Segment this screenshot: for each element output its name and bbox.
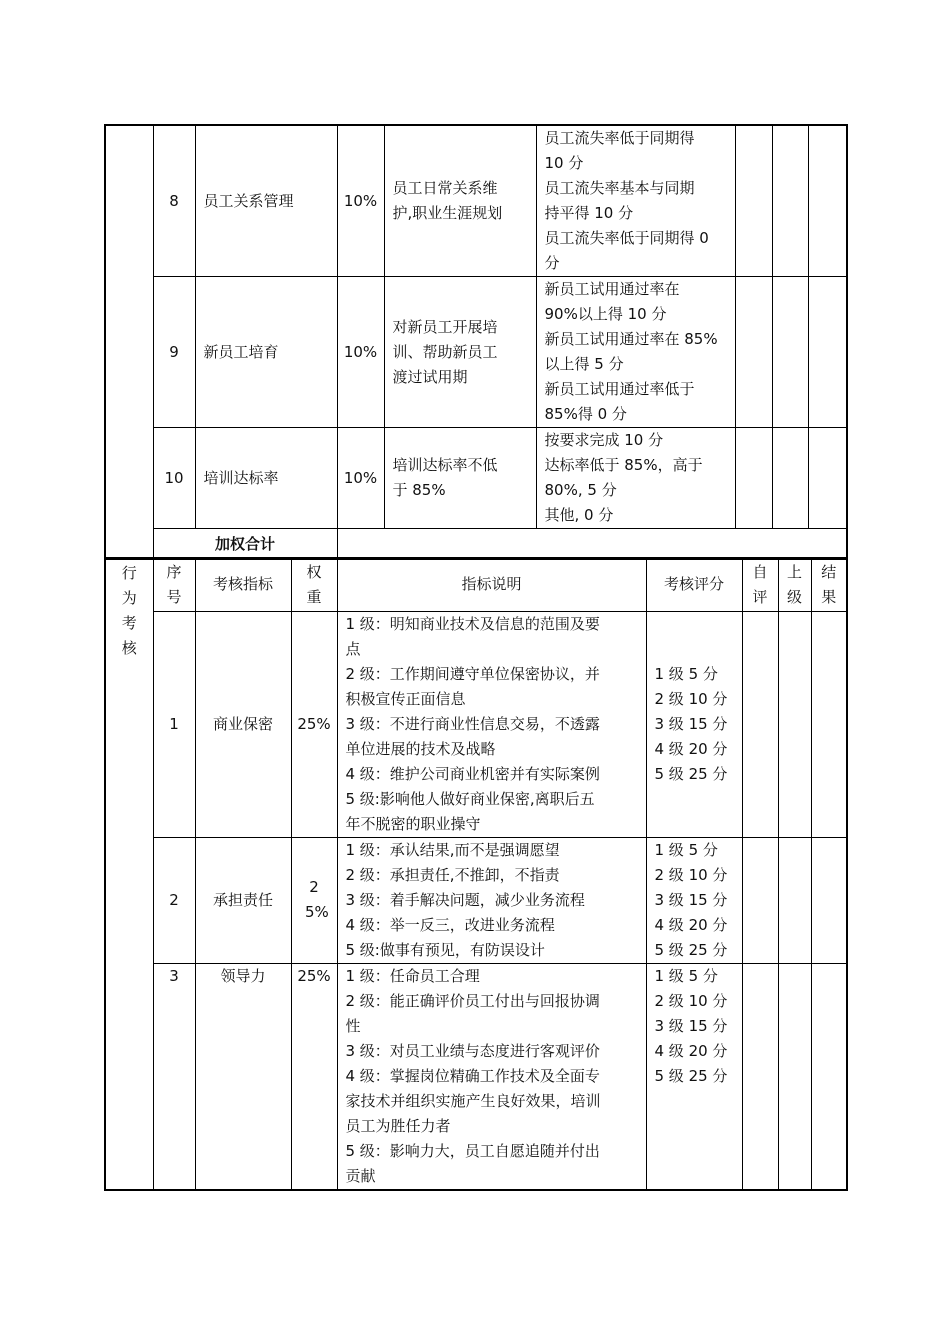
behavior-row-scoring bbox=[646, 611, 742, 837]
behavior-table bbox=[104, 557, 848, 1191]
scoring-line: 5 级 25 分 bbox=[654, 1066, 728, 1085]
result-cell[interactable] bbox=[808, 125, 847, 277]
header-no: 序号 bbox=[153, 558, 195, 611]
behavior-row-weight: 25% bbox=[291, 611, 337, 837]
kpi-row-description bbox=[384, 428, 536, 529]
behavior-row-no: 3 bbox=[153, 963, 195, 1190]
scoring-line: 员工流失率低于同期得 0 bbox=[544, 229, 709, 247]
scoring-line: 新员工试用通过率在 85% bbox=[544, 330, 718, 348]
scoring-line: 4 级 20 分 bbox=[654, 739, 728, 758]
behavior-section-label-cell bbox=[105, 558, 153, 1190]
self-score-cell[interactable] bbox=[742, 611, 778, 837]
header-superior: 上级 bbox=[778, 558, 811, 611]
description-line: 3 级：不进行商业性信息交易，不透露 bbox=[345, 714, 600, 733]
description-line: 员工日常关系维 bbox=[392, 179, 498, 197]
scoring-line: 4 级 20 分 bbox=[654, 915, 728, 934]
kpi-row-no: 8 bbox=[153, 125, 195, 277]
behavior-row-indicator: 领导力 bbox=[195, 963, 291, 1190]
description-line: 1 级：明知商业技术及信息的范围及要 bbox=[345, 614, 600, 633]
behavior-row-no: 1 bbox=[153, 611, 195, 837]
self-score-cell[interactable] bbox=[735, 428, 772, 529]
description-line: 于 85% bbox=[392, 481, 446, 499]
scoring-line: 持平得 10 分 bbox=[544, 204, 634, 222]
kpi-table bbox=[104, 124, 848, 560]
description-line: 2 级：承担责任,不推卸，不指责 bbox=[345, 865, 560, 884]
kpi-row-scoring bbox=[536, 428, 735, 529]
superior-score-cell[interactable] bbox=[778, 837, 811, 963]
scoring-line: 80%, 5 分 bbox=[544, 481, 617, 499]
kpi-row-description bbox=[384, 277, 536, 428]
scoring-line: 1 级 5 分 bbox=[654, 664, 718, 683]
behavior-row-no: 2 bbox=[153, 837, 195, 963]
kpi-row-indicator: 新员工培育 bbox=[195, 277, 337, 428]
description-line: 渡过试用期 bbox=[392, 367, 468, 386]
self-score-cell[interactable] bbox=[735, 277, 772, 428]
description-line: 贡献 bbox=[345, 1166, 376, 1185]
kpi-row bbox=[105, 277, 847, 428]
description-line: 对新员工开展培 bbox=[392, 317, 498, 336]
description-line: 4 级：举一反三，改进业务流程 bbox=[345, 915, 555, 934]
description-line: 4 级：掌握岗位精确工作技术及全面专 bbox=[345, 1066, 600, 1085]
result-cell[interactable] bbox=[811, 611, 847, 837]
superior-score-cell[interactable] bbox=[772, 125, 808, 277]
description-line: 家技术并组织实施产生良好效果，培训 bbox=[345, 1091, 601, 1110]
behavior-row-description bbox=[337, 611, 646, 837]
kpi-row-weight: 10% bbox=[337, 277, 384, 428]
header-result: 结果 bbox=[811, 558, 847, 611]
header-scoring: 考核评分 bbox=[646, 558, 742, 611]
kpi-row-scoring bbox=[536, 277, 735, 428]
behavior-row bbox=[105, 837, 847, 963]
behavior-row-description bbox=[337, 837, 646, 963]
weighted-total-value-cell[interactable] bbox=[337, 529, 847, 560]
description-line: 3 级：对员工业绩与态度进行客观评价 bbox=[345, 1041, 600, 1060]
behavior-row-weight: 25% bbox=[291, 963, 337, 1190]
description-line: 4 级：维护公司商业机密并有实际案例 bbox=[345, 764, 600, 783]
scoring-line: 新员工试用通过率低于 bbox=[544, 380, 695, 398]
kpi-row-description bbox=[384, 125, 536, 277]
description-line: 1 级：承认结果,而不是强调愿望 bbox=[345, 840, 560, 859]
behavior-row-scoring bbox=[646, 837, 742, 963]
kpi-row-weight: 10% bbox=[337, 125, 384, 277]
scoring-line: 5 级 25 分 bbox=[654, 764, 728, 783]
behavior-row-description bbox=[337, 963, 646, 1190]
scoring-line: 85%得 0 分 bbox=[544, 405, 627, 423]
behavior-header-row bbox=[105, 558, 847, 611]
description-line: 训、帮助新员工 bbox=[392, 342, 498, 361]
description-line: 培训达标率不低 bbox=[392, 456, 498, 474]
scoring-line: 1 级 5 分 bbox=[654, 840, 718, 859]
superior-score-cell[interactable] bbox=[778, 611, 811, 837]
scoring-line: 10 分 bbox=[544, 154, 584, 172]
result-cell[interactable] bbox=[808, 428, 847, 529]
behavior-row bbox=[105, 611, 847, 837]
scoring-line: 2 级 10 分 bbox=[654, 689, 728, 708]
result-cell[interactable] bbox=[811, 837, 847, 963]
scoring-line: 3 级 15 分 bbox=[654, 890, 728, 909]
kpi-section-label-cell bbox=[105, 125, 153, 560]
scoring-line: 1 级 5 分 bbox=[654, 966, 718, 985]
scoring-line: 员工流失率基本与同期 bbox=[544, 179, 695, 197]
superior-score-cell[interactable] bbox=[772, 428, 808, 529]
description-line: 年不脱密的职业操守 bbox=[345, 814, 481, 833]
header-description: 指标说明 bbox=[337, 558, 646, 611]
scoring-line: 员工流失率低于同期得 bbox=[544, 129, 695, 147]
behavior-section-label: 行为考核 bbox=[121, 564, 137, 657]
scoring-line: 其他, 0 分 bbox=[544, 506, 614, 524]
behavior-row-indicator: 承担责任 bbox=[195, 837, 291, 963]
behavior-row-scoring bbox=[646, 963, 742, 1190]
header-indicator: 考核指标 bbox=[195, 558, 291, 611]
scoring-line: 3 级 15 分 bbox=[654, 714, 728, 733]
self-score-cell[interactable] bbox=[735, 125, 772, 277]
description-line: 单位进展的技术及战略 bbox=[345, 739, 496, 758]
description-line: 5 级:影响他人做好商业保密,离职后五 bbox=[345, 789, 595, 808]
kpi-row-no: 9 bbox=[153, 277, 195, 428]
header-weight: 权重 bbox=[291, 558, 337, 611]
scoring-line: 5 级 25 分 bbox=[654, 940, 728, 959]
behavior-row-weight: 25% bbox=[291, 837, 337, 963]
kpi-row bbox=[105, 428, 847, 529]
description-line: 5 级:做事有预见，有防误设计 bbox=[345, 940, 545, 959]
result-cell[interactable] bbox=[808, 277, 847, 428]
weighted-total-label: 加权合计 bbox=[153, 529, 337, 560]
description-line: 2 级：工作期间遵守单位保密协议，并 bbox=[345, 664, 600, 683]
description-line: 5 级：影响力大，员工自愿追随并付出 bbox=[345, 1141, 600, 1160]
self-score-cell[interactable] bbox=[742, 963, 778, 1190]
scoring-line: 3 级 15 分 bbox=[654, 1016, 728, 1035]
description-line: 点 bbox=[345, 639, 361, 658]
scoring-line: 新员工试用通过率在 bbox=[544, 280, 680, 298]
description-line: 积极宣传正面信息 bbox=[345, 689, 466, 708]
description-line: 3 级：着手解决问题，减少业务流程 bbox=[345, 890, 585, 909]
description-line: 1 级：任命员工合理 bbox=[345, 966, 480, 985]
superior-score-cell[interactable] bbox=[778, 963, 811, 1190]
scoring-line: 2 级 10 分 bbox=[654, 865, 728, 884]
scoring-line: 2 级 10 分 bbox=[654, 991, 728, 1010]
kpi-row-indicator: 培训达标率 bbox=[195, 428, 337, 529]
description-line: 护,职业生涯规划 bbox=[392, 204, 503, 222]
scoring-line: 按要求完成 10 分 bbox=[544, 431, 664, 449]
kpi-row-weight: 10% bbox=[337, 428, 384, 529]
kpi-row-indicator: 员工关系管理 bbox=[195, 125, 337, 277]
scoring-line: 4 级 20 分 bbox=[654, 1041, 728, 1060]
kpi-row bbox=[105, 125, 847, 277]
scoring-line: 90%以上得 10 分 bbox=[544, 305, 667, 323]
description-line: 2 级：能正确评价员工付出与回报协调 bbox=[345, 991, 600, 1010]
result-cell[interactable] bbox=[811, 963, 847, 1190]
kpi-row-scoring bbox=[536, 125, 735, 277]
header-self: 自评 bbox=[742, 558, 778, 611]
scoring-line: 分 bbox=[544, 254, 560, 272]
scoring-line: 达标率低于 85%，高于 bbox=[544, 456, 703, 474]
behavior-row-indicator: 商业保密 bbox=[195, 611, 291, 837]
scoring-line: 以上得 5 分 bbox=[544, 355, 624, 373]
description-line: 性 bbox=[345, 1016, 361, 1035]
superior-score-cell[interactable] bbox=[772, 277, 808, 428]
self-score-cell[interactable] bbox=[742, 837, 778, 963]
description-line: 员工为胜任力者 bbox=[345, 1116, 451, 1135]
behavior-row bbox=[105, 963, 847, 1190]
weighted-total-row bbox=[105, 529, 847, 560]
kpi-row-no: 10 bbox=[153, 428, 195, 529]
